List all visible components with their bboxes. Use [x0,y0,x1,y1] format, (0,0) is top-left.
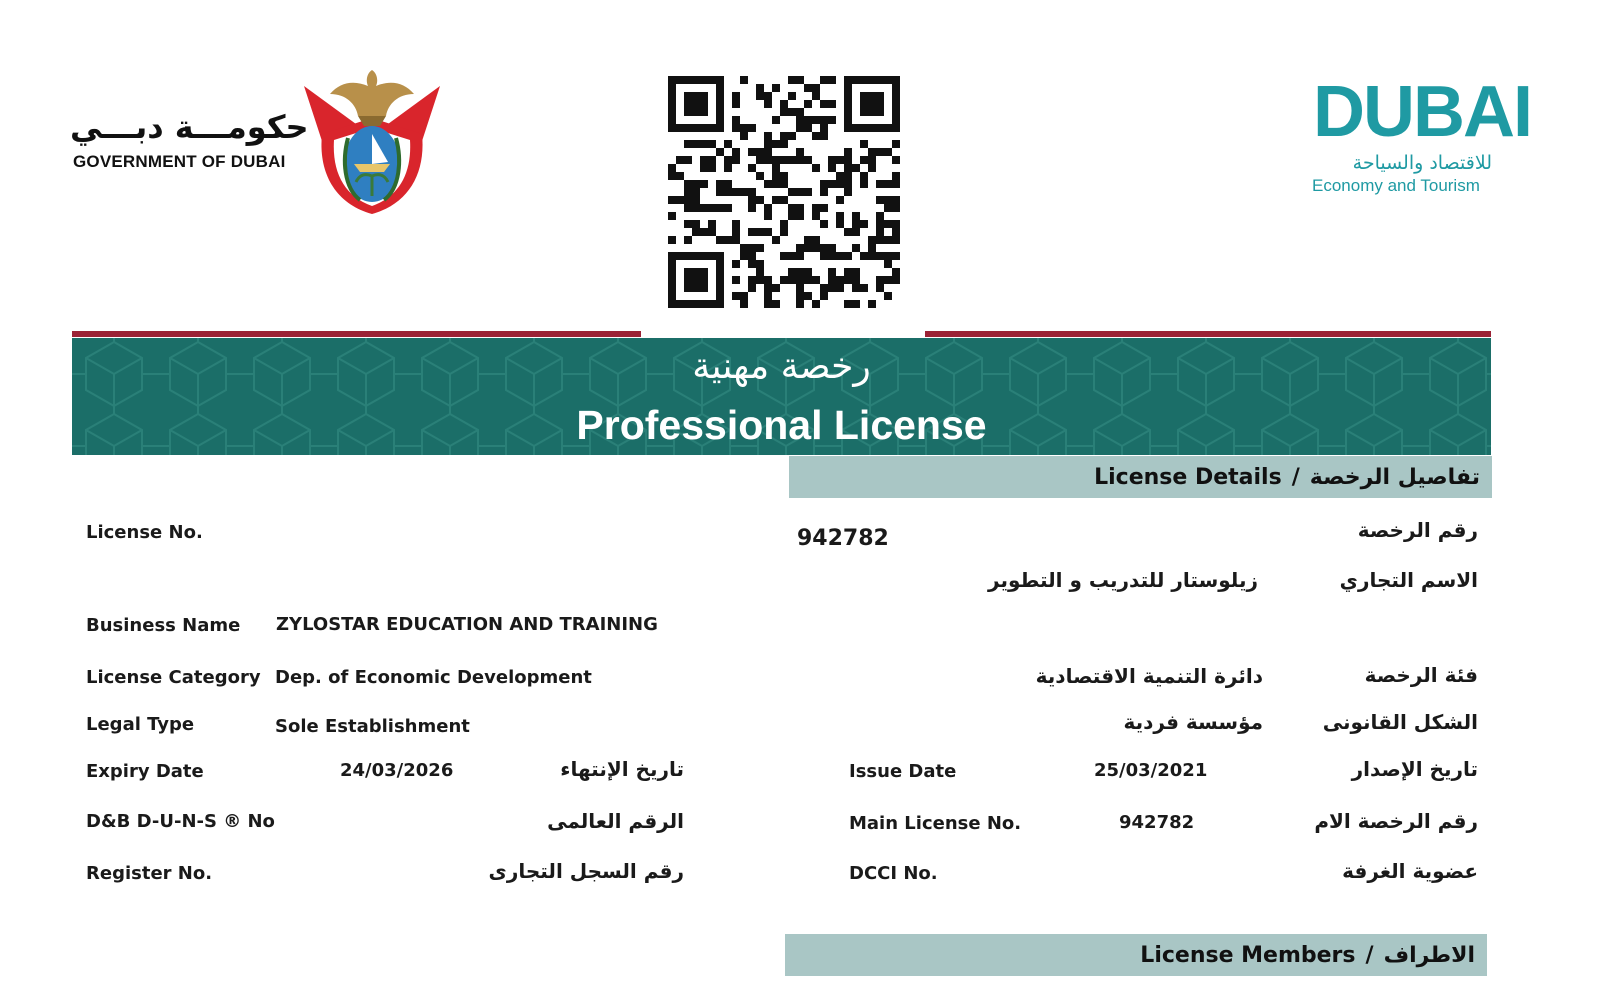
dubai-logo-english: Economy and Tourism [1312,176,1480,195]
register-no-label-ar: رقم السجل التجارى [488,859,684,883]
license-details-header-en: License Details [1094,464,1282,490]
license-no-value: 942782 [797,526,889,551]
license-details-header-ar: تفاصيل الرخصة [1309,464,1480,490]
license-category-value: Dep. of Economic Development [275,667,592,688]
banner-title-english: Professional License [576,402,987,448]
expiry-date-value: 24/03/2026 [340,760,454,781]
qr-code [668,76,900,308]
license-members-header-en: License Members [1140,942,1356,968]
dcci-no-label: DCCI No. [849,863,938,884]
license-no-label-ar: رقم الرخصة [1357,518,1478,542]
main-license-value: 942782 [1119,812,1195,833]
dubai-emblem-icon [296,64,448,216]
gov-logo-english: GOVERNMENT OF DUBAI [73,152,286,171]
header-separator: / [1365,942,1374,968]
dcci-no-label-ar: عضوية الغرفة [1342,859,1478,883]
business-name-value: ZYLOSTAR EDUCATION AND TRAINING [276,614,658,635]
license-members-header-ar: الاطراف [1383,942,1475,968]
banner-title-arabic: رخصة مهنية [692,346,871,387]
duns-label-ar: الرقم العالمى [547,809,684,833]
business-name-label: Business Name [86,615,241,636]
license-category-label: License Category [86,667,261,688]
dubai-logo-wordmark: DUBAI [1313,72,1531,152]
trade-name-label-ar: الاسم التجاري [1339,568,1478,592]
legal-type-value: Sole Establishment [275,716,470,737]
license-no-label: License No. [86,522,203,543]
gov-logo-arabic: حكومـــة دبـــي [70,108,309,146]
legal-type-value-ar: مؤسسة فردية [1123,710,1263,734]
legal-type-label: Legal Type [86,714,195,735]
register-no-label: Register No. [86,863,213,884]
issue-date-label: Issue Date [849,761,957,782]
license-details-header [789,456,1492,498]
expiry-date-label: Expiry Date [86,761,204,782]
title-banner [72,338,1491,455]
main-license-label-ar: رقم الرخصة الام [1314,809,1478,833]
license-category-label-ar: فئة الرخصة [1364,663,1478,687]
issue-date-value: 25/03/2021 [1094,760,1208,781]
license-category-value-ar: دائرة التنمية الاقتصادية [1035,664,1263,688]
accent-line-gap [641,331,925,337]
expiry-date-label-ar: تاريخ الإنتهاء [560,757,684,781]
issue-date-label-ar: تاريخ الإصدار [1351,757,1478,781]
trade-name-value-ar: زيلوستار للتدريب و التطوير [988,568,1258,592]
header-separator: / [1291,464,1300,490]
dubai-logo-arabic: للاقتصاد والسياحة [1352,152,1492,174]
duns-label: D&B D-U-N-S ® No [86,811,275,832]
legal-type-label-ar: الشكل القانونى [1322,710,1478,734]
main-license-label: Main License No. [849,813,1022,834]
license-members-header [785,934,1487,976]
